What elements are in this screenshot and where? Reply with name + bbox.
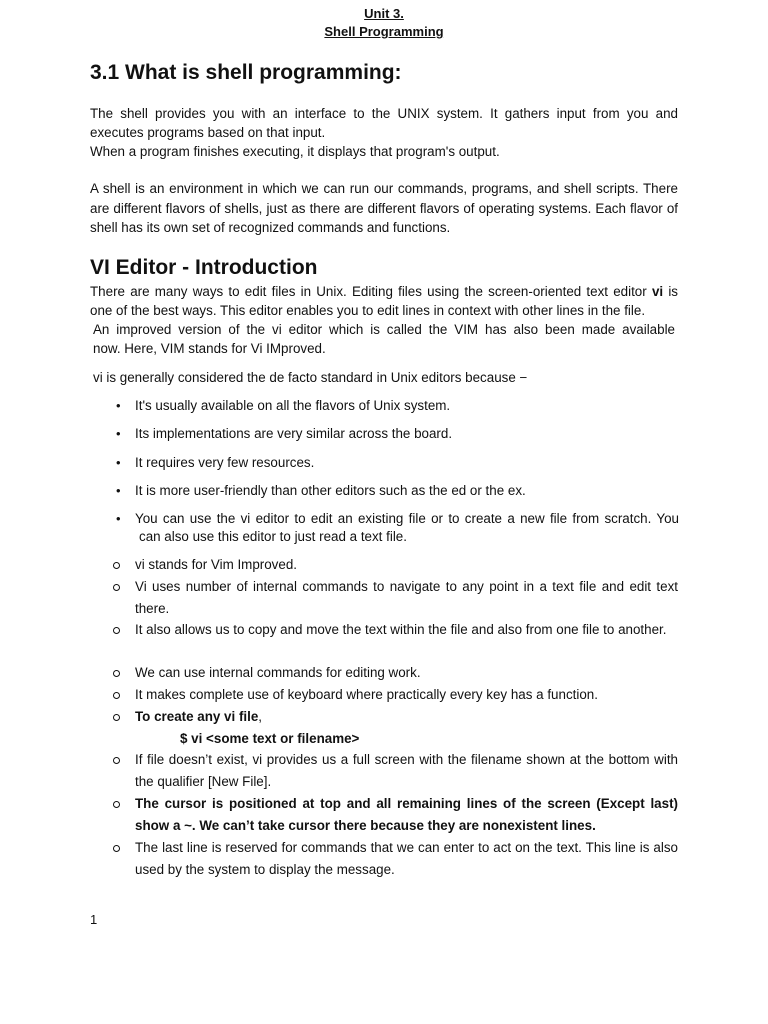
subject-title: Shell Programming xyxy=(324,24,444,39)
bullet-dot: • xyxy=(116,511,121,526)
circle-bullet xyxy=(113,627,120,634)
vi-intro-bold: vi xyxy=(651,284,664,299)
circle-bullet xyxy=(113,845,120,852)
vi-intro-line-3: An improved version of the vi editor which is called the VIM has also been made available xyxy=(93,322,675,337)
circle-item: If file doesn’t exist, vi provides us a full screen with the filename shown at the bottom with the qualifier [New File]. xyxy=(135,752,678,789)
bullet-dot: • xyxy=(116,455,121,470)
bullet-dot: • xyxy=(116,483,121,498)
circle-item: Vi uses number of internal commands to navigate to any point in a text file and edit text there. xyxy=(135,579,678,616)
circle-item: It makes complete use of keyboard where practically every key has a function. xyxy=(135,687,598,702)
shell-para-line-3: When a program finishes executing, it displays that program's output. xyxy=(90,144,500,159)
bullet-item: It requires very few resources. xyxy=(135,455,315,470)
vi-intro-text-a: There are many ways to edit files in Unix. Editing files using the screen-oriented text editor xyxy=(90,284,652,299)
circle-bullet xyxy=(113,801,120,808)
circle-item: We can use internal commands for editing work. xyxy=(135,665,421,680)
circle-item-create xyxy=(135,706,678,728)
circle-item: The last line is reserved for commands that we can enter to act on the text. This line is also used by the system to display the message. xyxy=(135,840,678,877)
shell-environment-paragraph: A shell is an environment in which we can run our commands, programs, and shell scripts. There are different flavors of shells, just as there are different flavors of operating systems. Each flavor of shell has its own set of recognized commands and functions. xyxy=(90,181,678,235)
circle-bullet xyxy=(113,714,120,721)
vi-command-example: $ vi <some text or filename> xyxy=(180,731,360,746)
bullet-item-line-1: You can use the vi editor to edit an existing file or to create a new file from scratch. You xyxy=(135,511,679,526)
circle-bullet xyxy=(113,670,120,677)
section-heading-vi: VI Editor - Introduction xyxy=(90,256,318,279)
circle-bullet xyxy=(113,584,120,591)
bullet-item: It is more user-friendly than other editors such as the ed or the ex. xyxy=(135,483,526,498)
bullet-item: It's usually available on all the flavors of Unix system. xyxy=(135,398,451,413)
shell-para-line-2: executes programs based on that input. xyxy=(90,125,326,140)
bullet-item: Its implementations are very similar across the board. xyxy=(135,426,453,441)
circle-item: vi stands for Vim Improved. xyxy=(135,557,297,572)
circle-item-cursor: The cursor is positioned at top and all remaining lines of the screen (Except last) show a ~. We can’t take cursor there because they are nonexistent lines. xyxy=(135,796,678,833)
circle-bullet xyxy=(113,757,120,764)
shell-para-line-1: The shell provides you with an interface to the UNIX system. It gathers input from you and xyxy=(90,106,678,121)
circle-item: It also allows us to copy and move the text within the file and also from one file to another. xyxy=(135,622,667,637)
vi-intro-line-4: now. Here, VIM stands for Vi IMproved. xyxy=(93,341,326,356)
vi-intro-line-2: one of the best ways. This editor enables you to edit lines in context with other lines in the file. xyxy=(90,303,646,318)
create-bold-text: To create any vi file xyxy=(135,709,259,724)
create-rest-text: , xyxy=(258,709,263,724)
bullet-item-line-2: can also use this editor to just read a text file. xyxy=(139,529,407,544)
vi-standard-line: vi is generally considered the de facto standard in Unix editors because − xyxy=(93,370,528,385)
vi-intro-text-b: is xyxy=(663,284,678,299)
bullet-dot: • xyxy=(116,426,121,441)
unit-title: Unit 3. xyxy=(364,6,404,21)
section-heading-shell: 3.1 What is shell programming: xyxy=(90,61,402,84)
circle-bullet xyxy=(113,692,120,699)
vi-intro-line-1 xyxy=(90,282,678,302)
circle-bullet xyxy=(113,562,120,569)
bullet-dot: • xyxy=(116,398,121,413)
page-number: 1 xyxy=(90,912,98,927)
